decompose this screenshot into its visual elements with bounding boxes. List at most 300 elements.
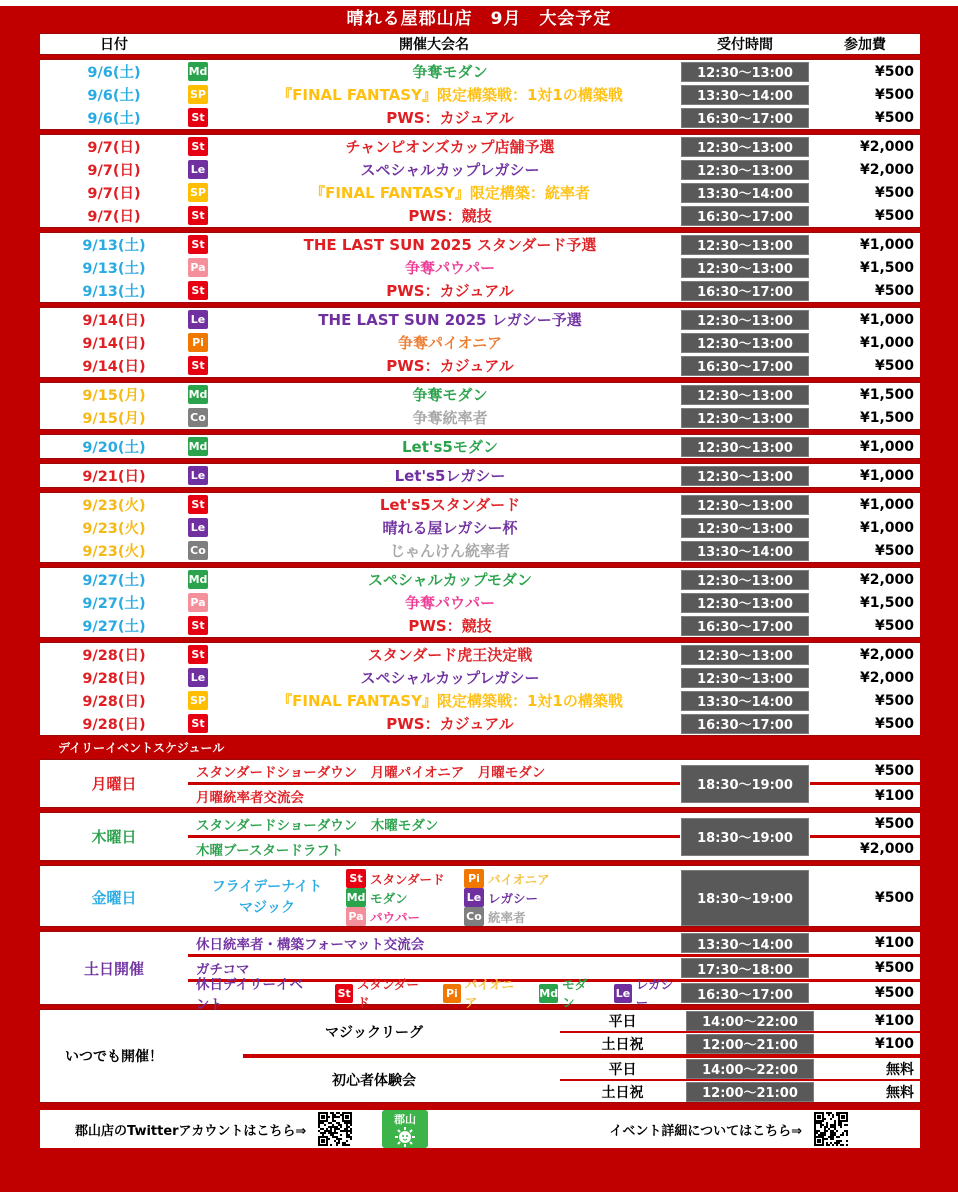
event-date: 9/27(土): [82, 596, 146, 612]
entry-fee: ¥1,000: [859, 519, 914, 536]
entry-fee: ¥100: [875, 1012, 914, 1029]
format-badge-le: Le: [614, 984, 632, 1003]
reception-time: 16:30～17:00: [681, 206, 809, 226]
daily-event-name: [188, 932, 680, 954]
reception-time: 16:30～17:00: [681, 983, 809, 1003]
table-header-row: [40, 33, 920, 55]
reception-time: 12:30～13:00: [681, 668, 809, 688]
entry-fee: ¥2,000: [859, 646, 914, 663]
reception-time: 13:30～14:00: [681, 691, 809, 711]
event-date: 9/14(日): [82, 359, 146, 375]
reception-time: 12:30～13:00: [681, 333, 809, 353]
reception-time-cell: [680, 813, 810, 860]
reception-time: 16:30～17:00: [681, 281, 809, 301]
reception-time-cell: [680, 281, 810, 301]
event-name: 晴れる屋レガシー杯: [382, 519, 518, 537]
entry-fee: ¥1,000: [859, 311, 914, 328]
event-date: 9/7(日): [87, 140, 141, 156]
event-date: 9/23(火): [82, 521, 146, 537]
event-name: 争奪モダン: [412, 63, 488, 81]
event-name: 『FINAL FANTASY』限定構築：統率者: [310, 184, 590, 202]
event-date: 9/6(土): [87, 88, 141, 104]
format-badge-pa: Pa: [188, 258, 208, 277]
format-legend-item: [464, 907, 582, 926]
reception-time-cell: [685, 1010, 815, 1031]
daily-event-groups: [40, 759, 920, 1103]
entry-fee: ¥500: [875, 109, 914, 126]
daily-event-name: スタンダードショーダウン 月曜パイオニア 月曜モダン: [196, 765, 546, 781]
reception-time-cell: [680, 932, 810, 954]
event-date: 9/28(日): [82, 648, 146, 664]
reception-time: 12:30～13:00: [681, 310, 809, 330]
format-badge-pi: Pi: [443, 984, 461, 1003]
format-badge-cell: [188, 714, 220, 733]
entry-fee: ¥1,000: [859, 334, 914, 351]
daily-day-label: 月曜日: [91, 775, 137, 793]
entry-fee: ¥100: [875, 788, 914, 804]
format-badge-cell: [188, 333, 220, 352]
event-row: [40, 83, 920, 106]
reception-time: 18:30～19:00: [681, 818, 809, 856]
event-name: 争奪パウパー: [404, 259, 495, 277]
reception-time-cell: [680, 437, 810, 457]
entry-fee: ¥1,000: [859, 236, 914, 253]
reception-time: 13:30～14:00: [681, 85, 809, 105]
format-badge-le: Le: [188, 466, 208, 485]
reception-time-cell: [680, 356, 810, 376]
entry-fee: ¥2,000: [859, 841, 914, 857]
reception-time: 12:30～13:00: [681, 593, 809, 613]
format-badge-co: Co: [188, 408, 208, 427]
reception-time: 13:30～14:00: [681, 183, 809, 203]
anytime-event-name: マジックリーグ: [325, 1025, 423, 1041]
event-name: 争奪パイオニア: [398, 334, 502, 352]
day-type-label: 平日: [608, 1061, 637, 1078]
reception-time-cell: [680, 258, 810, 278]
format-legend-label: スタンダード: [370, 871, 445, 887]
format-legend-label: レガシー: [635, 977, 674, 1010]
format-legend-item: [464, 888, 582, 907]
reception-time: 12:30～13:00: [681, 495, 809, 515]
daily-group: [40, 759, 920, 808]
entry-fee: ¥500: [875, 715, 914, 732]
event-name: THE LAST SUN 2025 スタンダード予選: [303, 236, 597, 254]
event-date: 9/27(土): [82, 619, 146, 635]
entry-fee: ¥500: [875, 542, 914, 559]
format-badge-le: Le: [188, 160, 208, 179]
daily-event-name: スタンダードショーダウン 木曜モダン: [196, 818, 439, 834]
header-time: 受付時間: [717, 37, 773, 53]
reception-time-cell: [680, 570, 810, 590]
entry-fee: ¥500: [875, 960, 914, 976]
format-badge-pi: Pi: [464, 869, 484, 888]
format-badge-le: Le: [188, 310, 208, 329]
tournament-table: [40, 33, 920, 1103]
reception-time: 12:30～13:00: [681, 385, 809, 405]
entry-fee: ¥2,000: [859, 571, 914, 588]
friday-event-name-line2: マジック: [239, 899, 295, 916]
entry-fee: ¥500: [875, 207, 914, 224]
event-date: 9/7(日): [87, 186, 141, 202]
event-row: [40, 106, 920, 129]
reception-time-cell: [680, 593, 810, 613]
entry-fee: ¥1,500: [859, 386, 914, 403]
format-badge-st: St: [346, 869, 366, 888]
poster-background: [0, 6, 958, 1192]
event-name: PWS：競技: [408, 207, 492, 225]
format-legend-item: [346, 888, 464, 907]
daily-section-label: デイリーイベントスケジュール: [58, 741, 225, 755]
twitter-note: 郡山店のTwitterアカウントはこちら⇒: [75, 1123, 307, 1139]
format-badge-st: St: [188, 356, 208, 375]
reception-time: 18:30～19:00: [681, 870, 809, 926]
reception-time-cell: [680, 333, 810, 353]
reception-time-cell: [680, 183, 810, 203]
entry-fee: ¥500: [875, 816, 914, 832]
daily-day-label: 木曜日: [91, 828, 137, 846]
reception-time: 18:30～19:00: [681, 765, 809, 803]
format-badge-sp: SP: [188, 691, 208, 710]
reception-time: 12:30～13:00: [681, 160, 809, 180]
entry-fee: ¥1,500: [859, 594, 914, 611]
event-date: 9/28(日): [82, 717, 146, 733]
daily-group: [40, 812, 920, 861]
reception-time-cell: [685, 1058, 815, 1079]
event-name: PWS：カジュアル: [386, 109, 514, 127]
reception-time-cell: [680, 385, 810, 405]
reception-time: 12:30～13:00: [681, 518, 809, 538]
event-group: [40, 434, 920, 459]
event-row: [40, 493, 920, 516]
reception-time-cell: [680, 160, 810, 180]
reception-time: 12:30～13:00: [681, 437, 809, 457]
reception-time: 14:00～22:00: [686, 1011, 814, 1031]
event-name: チャンピオンズカップ店舗予選: [345, 138, 555, 156]
reception-time-cell: [680, 310, 810, 330]
entry-fee: ¥1,000: [859, 496, 914, 513]
format-legend-label: モダン: [562, 977, 588, 1010]
poster-title: 晴れる屋郡山店 9月 大会予定: [346, 9, 612, 29]
daily-day-label: 土日開催: [83, 959, 144, 978]
event-row: [40, 279, 920, 302]
event-row: [40, 712, 920, 735]
format-legend-item: [539, 975, 594, 1011]
event-row: [40, 464, 920, 487]
event-date: 9/7(日): [87, 163, 141, 179]
reception-time: 12:00～21:00: [686, 1034, 814, 1054]
event-group: [40, 492, 920, 563]
anytime-label: いつでも開催！: [65, 1049, 163, 1065]
format-badge-cell: [188, 85, 220, 104]
format-legend-label: スタンダード: [357, 977, 420, 1010]
event-date: 9/28(日): [82, 694, 146, 710]
format-badge-cell: [188, 668, 220, 687]
entry-fee: ¥500: [875, 889, 914, 906]
format-badge-st: St: [335, 984, 353, 1003]
format-legend-label: パイオニア: [488, 871, 550, 887]
day-type-label: 土日祝: [601, 1036, 644, 1053]
reception-time: 12:30～13:00: [681, 258, 809, 278]
format-badge-st: St: [188, 714, 208, 733]
daily-day-label: 金曜日: [91, 889, 137, 907]
format-badge-md: Md: [188, 570, 208, 589]
event-date: 9/15(月): [82, 388, 146, 404]
format-legend-label: モダン: [370, 890, 408, 906]
format-badge-st: St: [188, 137, 208, 156]
event-date: 9/14(日): [82, 336, 146, 352]
format-legend-label: レガシー: [488, 890, 539, 906]
format-badge-md: Md: [188, 62, 208, 81]
event-name: Let's5レガシー: [394, 467, 506, 485]
format-badge-st: St: [188, 616, 208, 635]
format-legend-item: [346, 869, 464, 888]
event-row: [40, 643, 920, 666]
entry-fee: ¥500: [875, 617, 914, 634]
entry-fee: ¥2,000: [859, 161, 914, 178]
event-date: 9/7(日): [87, 209, 141, 225]
entry-fee: ¥500: [875, 184, 914, 201]
reception-time: 17:30～18:00: [681, 958, 809, 978]
event-date: 9/13(土): [82, 238, 146, 254]
entry-fee: ¥2,000: [859, 669, 914, 686]
friday-event-name-line1: フライデーナイト: [211, 879, 323, 896]
format-badge-cell: [188, 408, 220, 427]
event-date: 9/27(土): [82, 573, 146, 589]
reception-time: 12:30～13:00: [681, 408, 809, 428]
format-badge-pi: Pi: [188, 333, 208, 352]
event-row: [40, 591, 920, 614]
event-name: 『FINAL FANTASY』限定構築戦：1対1の構築戦: [277, 86, 623, 104]
footer-bar: [40, 1110, 920, 1148]
event-group: [40, 642, 920, 736]
reception-time: 16:30～17:00: [681, 108, 809, 128]
reception-time: 12:00～21:00: [686, 1082, 814, 1102]
entry-fee: ¥1,500: [859, 409, 914, 426]
format-badge-st: St: [188, 645, 208, 664]
format-badge-md: Md: [539, 984, 558, 1003]
reception-time: 16:30～17:00: [681, 356, 809, 376]
event-row: [40, 406, 920, 429]
format-legend: [346, 866, 680, 929]
format-badge-cell: [188, 62, 220, 81]
format-badge-st: St: [188, 281, 208, 300]
event-name: スペシャルカップレガシー: [360, 669, 540, 687]
event-name: 『FINAL FANTASY』限定構築戦：1対1の構築戦: [277, 692, 623, 710]
logo-text: 郡山: [394, 1113, 417, 1126]
format-badge-sp: SP: [188, 85, 208, 104]
event-date: 9/20(土): [82, 440, 146, 456]
event-name: 争奪パウパー: [404, 594, 495, 612]
format-badge-le: Le: [188, 668, 208, 687]
event-name: PWS：カジュアル: [386, 357, 514, 375]
reception-time: 14:00～22:00: [686, 1059, 814, 1079]
event-row: [40, 60, 920, 83]
entry-fee: ¥1,500: [859, 259, 914, 276]
header-event: 開催大会名: [399, 37, 469, 53]
event-row: [40, 354, 920, 377]
reception-time-cell: [680, 62, 810, 82]
entry-fee: ¥100: [875, 1035, 914, 1052]
daily-event-name: [188, 977, 680, 1013]
event-row: [40, 435, 920, 458]
format-badge-cell: [188, 616, 220, 635]
event-row: [40, 331, 920, 354]
event-date: 9/6(土): [87, 111, 141, 127]
reception-time-cell: [680, 645, 810, 665]
format-badge-cell: [188, 385, 220, 404]
entry-fee: ¥1,000: [859, 438, 914, 455]
event-row: [40, 181, 920, 204]
event-name: PWS：競技: [408, 617, 492, 635]
reception-time-cell: [680, 616, 810, 636]
reception-time-cell: [680, 668, 810, 688]
format-badge-cell: [188, 183, 220, 202]
event-name: 争奪モダン: [412, 386, 488, 404]
reception-time-cell: [680, 957, 810, 979]
event-detail-note: イベント詳細についてはこちら⇒: [609, 1123, 802, 1139]
event-date: 9/15(月): [82, 411, 146, 427]
event-row: [40, 614, 920, 637]
format-badge-le: Le: [464, 888, 484, 907]
format-legend-item: [614, 975, 680, 1011]
reception-time-cell: [680, 760, 810, 807]
format-badge-cell: [188, 645, 220, 664]
reception-time-cell: [680, 235, 810, 255]
reception-time-cell: [680, 108, 810, 128]
entry-fee: ¥500: [875, 357, 914, 374]
format-badge-cell: [188, 160, 220, 179]
format-badge-cell: [188, 310, 220, 329]
reception-time-cell: [680, 137, 810, 157]
reception-time: 13:30～14:00: [681, 933, 809, 953]
format-badge-cell: [188, 108, 220, 127]
event-group: [40, 59, 920, 130]
reception-time: 12:30～13:00: [681, 62, 809, 82]
format-legend-item: [335, 975, 423, 1011]
day-type-label: 平日: [608, 1013, 637, 1030]
event-date: 9/13(土): [82, 261, 146, 277]
reception-time: 13:30～14:00: [681, 541, 809, 561]
reception-time-cell: [685, 1081, 815, 1102]
format-badge-cell: [188, 235, 220, 254]
reception-time-cell: [680, 714, 810, 734]
event-group: [40, 134, 920, 228]
twitter-qr-code: [318, 1112, 352, 1146]
daily-event-name: 月曜統率者交流会: [196, 790, 304, 806]
event-name: THE LAST SUN 2025 レガシー予選: [318, 311, 582, 329]
reception-time-cell: [680, 408, 810, 428]
entry-fee: 無料: [886, 1084, 914, 1101]
reception-time-cell: [680, 85, 810, 105]
main-event-groups: [40, 59, 920, 736]
event-row: [40, 308, 920, 331]
event-group: [40, 307, 920, 378]
event-date: 9/6(土): [87, 65, 141, 81]
format-badge-cell: [188, 466, 220, 485]
reception-time-cell: [680, 495, 810, 515]
event-name: 争奪統率者: [412, 409, 488, 427]
weekend-group: [40, 931, 920, 1013]
format-legend-item: [346, 907, 464, 926]
event-row: [40, 689, 920, 712]
anytime-event-name: 初心者体験会: [332, 1073, 416, 1089]
reception-time-cell: [680, 206, 810, 226]
event-detail-qr-code: [814, 1112, 848, 1146]
event-name: じゃんけん統率者: [389, 542, 510, 560]
event-name: PWS：カジュアル: [386, 715, 514, 733]
event-name: PWS：カジュアル: [386, 282, 514, 300]
reception-time-cell: [680, 691, 810, 711]
entry-fee: ¥500: [875, 63, 914, 80]
event-row: [40, 256, 920, 279]
format-badge-st: St: [188, 235, 208, 254]
format-badge-sp: SP: [188, 183, 208, 202]
friday-event-name: [188, 866, 346, 929]
format-badge-cell: [188, 258, 220, 277]
anytime-group: [40, 1009, 920, 1103]
format-badge-md: Md: [188, 385, 208, 404]
event-row: [40, 233, 920, 256]
day-type-label: 土日祝: [601, 1084, 644, 1101]
reception-time: 12:30～13:00: [681, 235, 809, 255]
reception-time-cell: [680, 982, 810, 1004]
event-date: 9/23(火): [82, 544, 146, 560]
reception-time-cell: [680, 866, 810, 929]
event-date: 9/14(日): [82, 313, 146, 329]
format-badge-md: Md: [346, 888, 366, 907]
format-badge-cell: [188, 206, 220, 225]
event-date: 9/28(日): [82, 671, 146, 687]
reception-time: 12:30～13:00: [681, 466, 809, 486]
reception-time-cell: [680, 518, 810, 538]
event-name: スペシャルカップモダン: [367, 571, 533, 589]
format-badge-pa: Pa: [346, 907, 366, 926]
event-name: Let's5スタンダード: [379, 496, 521, 514]
entry-fee: ¥500: [875, 985, 914, 1001]
format-badge-cell: [188, 518, 220, 537]
entry-fee: ¥500: [875, 86, 914, 103]
event-name: Let's5モダン: [401, 438, 498, 456]
event-row: [40, 135, 920, 158]
event-group: [40, 382, 920, 430]
reception-time-cell: [685, 1033, 815, 1054]
event-row: [40, 568, 920, 591]
daily-event-name: 木曜ブースタードラフト: [196, 843, 344, 859]
reception-time: 16:30～17:00: [681, 714, 809, 734]
event-group: [40, 463, 920, 488]
format-legend-label: 統率者: [488, 909, 526, 925]
format-badge-cell: [188, 356, 220, 375]
format-badge-cell: [188, 281, 220, 300]
entry-fee: ¥1,000: [859, 467, 914, 484]
format-badge-cell: [188, 495, 220, 514]
format-badge-st: St: [188, 495, 208, 514]
format-badge-cell: [188, 137, 220, 156]
format-badge-cell: [188, 437, 220, 456]
format-badge-st: St: [188, 206, 208, 225]
format-legend-item: [464, 869, 582, 888]
event-row: [40, 158, 920, 181]
event-group: [40, 232, 920, 303]
event-row: [40, 383, 920, 406]
event-name: スペシャルカップレガシー: [360, 161, 540, 179]
event-row: [40, 666, 920, 689]
header-fee: 参加費: [844, 37, 886, 53]
format-badge-cell: [188, 691, 220, 710]
format-badge-le: Le: [188, 518, 208, 537]
format-legend-label: パイオニア: [464, 977, 514, 1010]
reception-time: 12:30～13:00: [681, 137, 809, 157]
